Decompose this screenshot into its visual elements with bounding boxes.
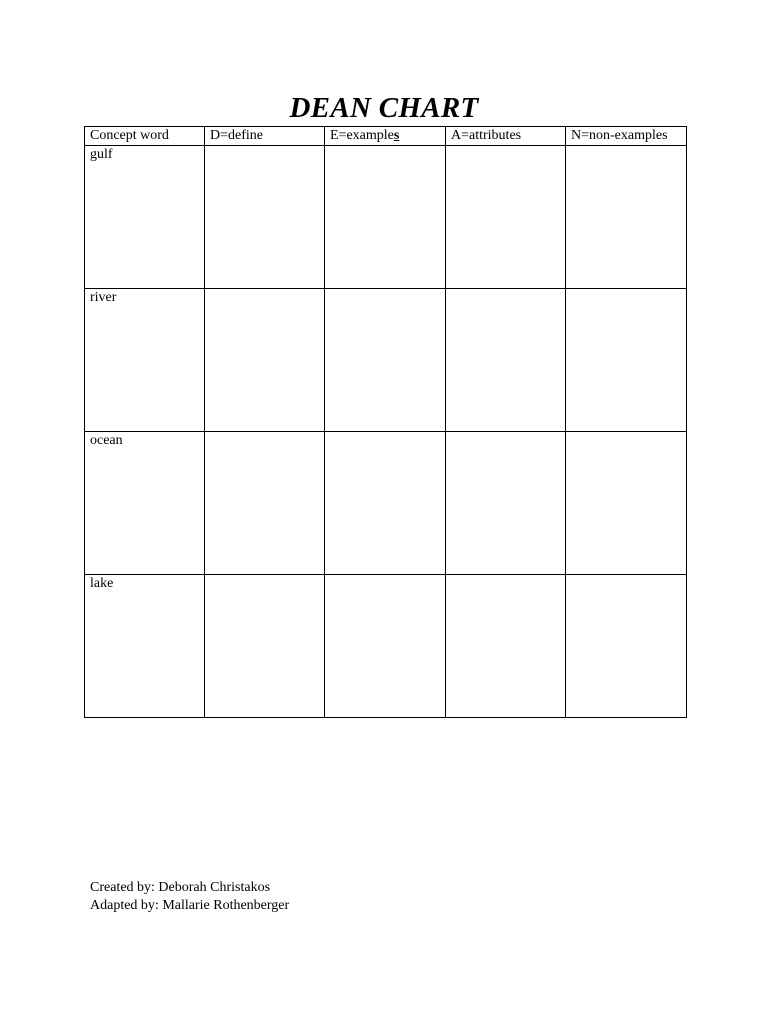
define-cell xyxy=(205,146,325,289)
concept-word-cell: river xyxy=(85,289,205,432)
header-non-examples: N=non-examples xyxy=(566,127,687,146)
dean-chart-table xyxy=(84,126,687,718)
attributes-cell xyxy=(446,146,566,289)
header-examples xyxy=(325,127,446,146)
header-examples-label: E=example xyxy=(330,128,394,143)
created-by-credit: Created by: Deborah Christakos xyxy=(90,880,271,895)
define-cell xyxy=(205,575,325,718)
document-footer xyxy=(90,879,289,915)
non-examples-cell xyxy=(566,575,687,718)
header-attributes: A=attributes xyxy=(446,127,566,146)
table-header-row xyxy=(85,127,687,146)
header-concept-word: Concept word xyxy=(85,127,205,146)
attributes-cell xyxy=(446,289,566,432)
adapted-by-credit: Adapted by: Mallarie Rothenberger xyxy=(90,898,290,913)
table-row xyxy=(85,289,687,432)
examples-cell xyxy=(325,289,446,432)
table-row xyxy=(85,432,687,575)
table-row xyxy=(85,146,687,289)
non-examples-cell xyxy=(566,146,687,289)
concept-word-cell: lake xyxy=(85,575,205,718)
define-cell xyxy=(205,432,325,575)
table-row xyxy=(85,575,687,718)
examples-cell xyxy=(325,575,446,718)
header-examples-underlined-s: s xyxy=(393,128,400,143)
attributes-cell xyxy=(446,432,566,575)
header-define: D=define xyxy=(205,127,325,146)
concept-word-cell: gulf xyxy=(85,146,205,289)
document-title: DEAN CHART xyxy=(289,92,479,124)
non-examples-cell xyxy=(566,289,687,432)
concept-word-cell: ocean xyxy=(85,432,205,575)
examples-cell xyxy=(325,146,446,289)
non-examples-cell xyxy=(566,432,687,575)
examples-cell xyxy=(325,432,446,575)
define-cell xyxy=(205,289,325,432)
attributes-cell xyxy=(446,575,566,718)
